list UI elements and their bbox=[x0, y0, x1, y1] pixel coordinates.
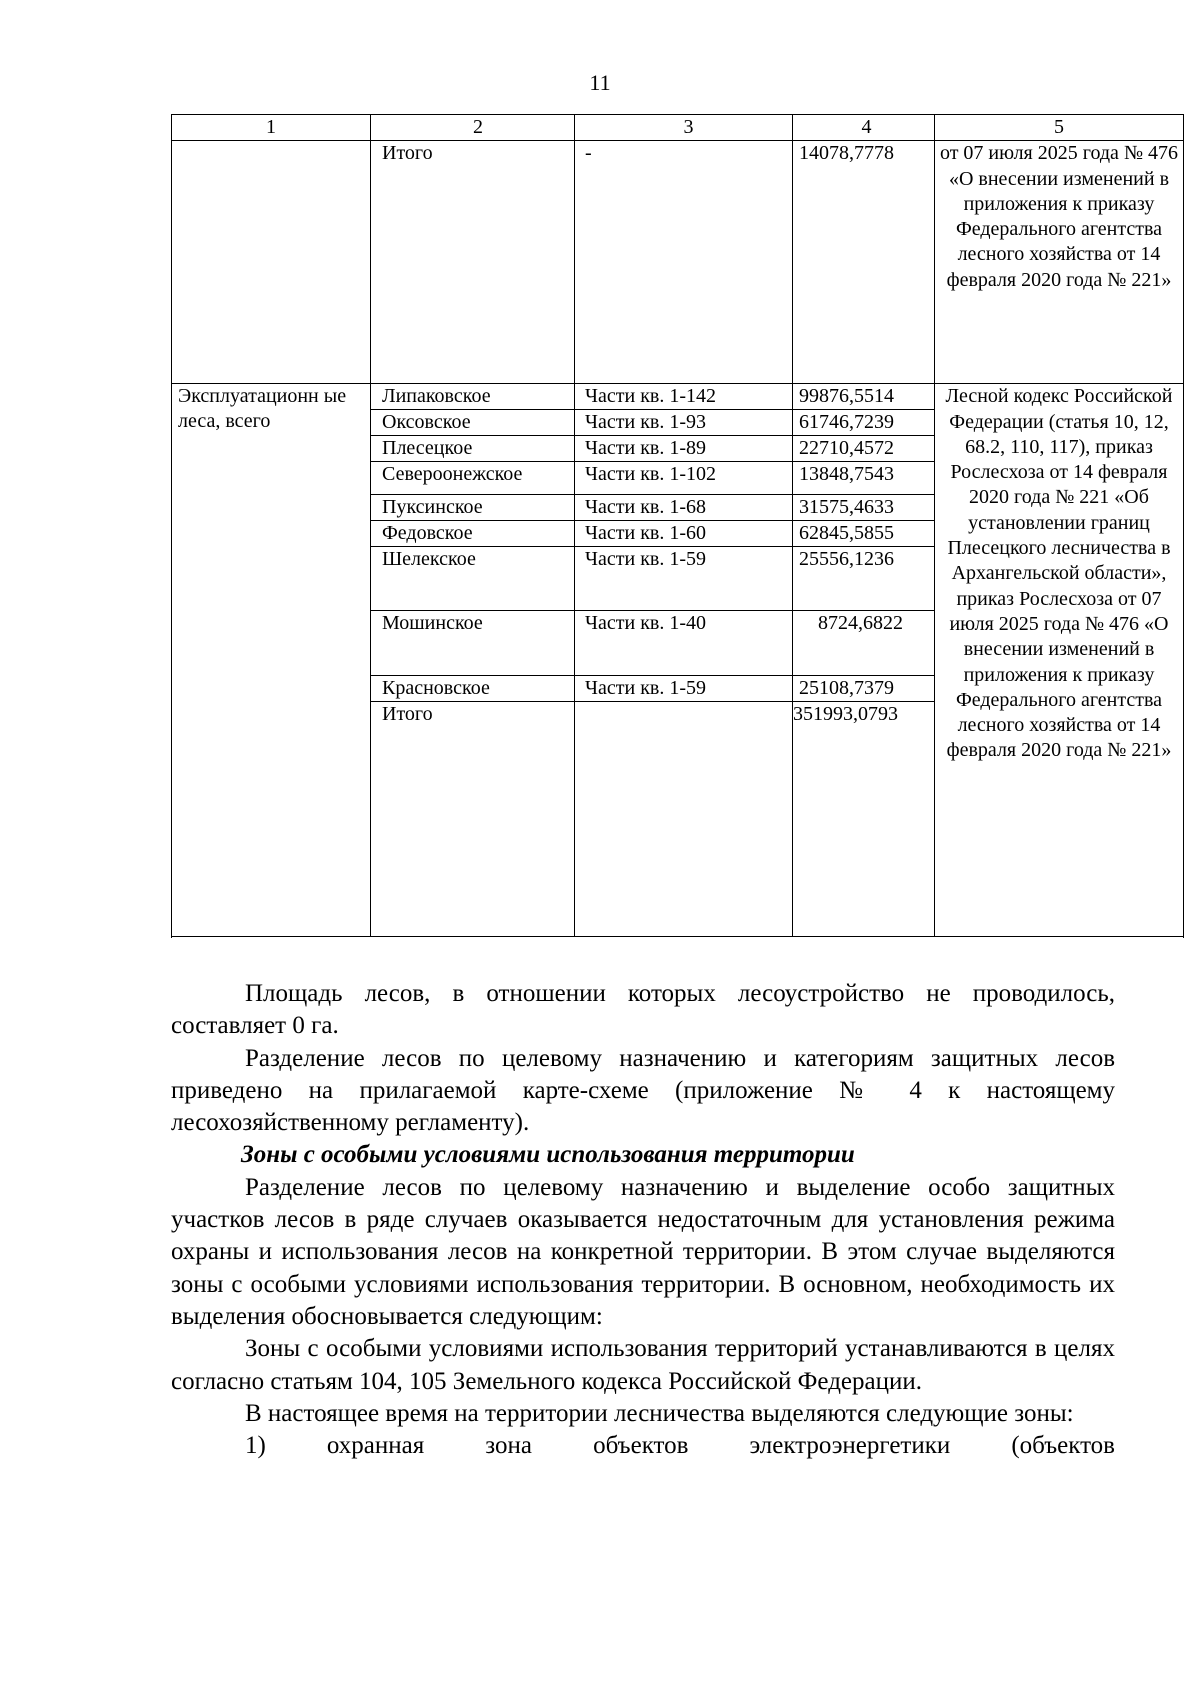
legal-document-cell: от 07 июля 2025 года № 476 «О внесении изменений в приложения к приказу Федерального агентства лесного хозяйства от 14 февраля 2020 года № 221» bbox=[935, 141, 1184, 384]
parts-cell: Части кв. 1-142 bbox=[575, 384, 793, 410]
forestry-name-cell: Федовское bbox=[371, 521, 575, 547]
parts-cell: Части кв. 1-59 bbox=[575, 676, 793, 702]
parts-cell: Части кв. 1-40 bbox=[575, 611, 793, 676]
area-cell: 61746,7239 bbox=[793, 410, 935, 436]
category-cell: Эксплуатационн ые леса, всего bbox=[172, 384, 371, 937]
parts-cell bbox=[575, 702, 793, 937]
paragraph: Площадь лесов, в отношении которых лесоустройство не проводилось, составляет 0 га. bbox=[171, 980, 1115, 1040]
area-cell: 14078,7778 bbox=[793, 141, 935, 384]
forestry-name-cell: Оксовское bbox=[371, 410, 575, 436]
body-text bbox=[171, 978, 1115, 1462]
forestry-name-cell: Итого bbox=[371, 702, 575, 937]
area-cell: 13848,7543 bbox=[793, 462, 935, 495]
regulation-table bbox=[171, 114, 1184, 937]
table-row bbox=[172, 384, 1184, 410]
header-col-1: 1 bbox=[172, 115, 371, 141]
parts-cell: Части кв. 1-102 bbox=[575, 462, 793, 495]
forestry-name-cell: Красновское bbox=[371, 676, 575, 702]
forestry-name-cell: Шелекское bbox=[371, 547, 575, 611]
legal-document-cell: Лесной кодекс Российской Федерации (статья 10, 12, 68.2, 110, 117), приказ Рослесхоза от 14 февраля 2020 года № 221 «Об установлении границ Плесецкого лесничества в Архангельской области», приказ Рослесхоза от 07 июля 2025 года № 476 «О внесении изменений в приложения к приказу Федерального агентства лесного хозяйства от 14 февраля 2020 года № 221» bbox=[935, 384, 1184, 937]
paragraph: Разделение лесов по целевому назначению и категориям защитных лесов приведено на прилагаемой карте-схеме (приложение № 4 к настоящему лесохозяйственному регламенту). bbox=[171, 1044, 1115, 1137]
table-row bbox=[172, 141, 1184, 384]
parts-cell: Части кв. 1-89 bbox=[575, 436, 793, 462]
table-header-row bbox=[172, 115, 1184, 141]
forestry-name-cell: Мошинское bbox=[371, 611, 575, 676]
forestry-name-cell: Пуксинское bbox=[371, 495, 575, 521]
forestry-name-cell: Плесецкое bbox=[371, 436, 575, 462]
category-cell bbox=[172, 141, 371, 384]
parts-cell: Части кв. 1-68 bbox=[575, 495, 793, 521]
area-cell: 99876,5514 bbox=[793, 384, 935, 410]
area-cell: 31575,4633 bbox=[793, 495, 935, 521]
header-col-4: 4 bbox=[793, 115, 935, 141]
forestry-name-cell: Итого bbox=[371, 141, 575, 384]
paragraph: Зоны с особыми условиями использования территорий устанавливаются в целях согласно статьям 104, 105 Земельного кодекса Российской Федерации. bbox=[171, 1335, 1115, 1395]
area-cell: 25556,1236 bbox=[793, 547, 935, 611]
area-cell: 351993,0793 bbox=[793, 702, 935, 937]
area-cell: 62845,5855 bbox=[793, 521, 935, 547]
paragraph: Разделение лесов по целевому назначению и выделение особо защитных участков лесов в ряде случаев оказывается недостаточным для установления режима охраны и использования лесов на конкретной территории. В этом случае выделяются зоны с особыми условиями использования территории. В основном, необходимость их выделения обосновывается следующим: bbox=[171, 1173, 1115, 1330]
parts-cell: Части кв. 1-93 bbox=[575, 410, 793, 436]
forestry-name-cell: Липаковское bbox=[371, 384, 575, 410]
parts-cell: - bbox=[575, 141, 793, 384]
header-col-5: 5 bbox=[935, 115, 1184, 141]
forestry-name-cell: Североонежское bbox=[371, 462, 575, 495]
area-cell: 8724,6822 bbox=[793, 611, 935, 676]
paragraph: В настоящее время на территории лесничества выделяются следующие зоны: bbox=[245, 1399, 1074, 1427]
list-item: 1) охранная зона объектов электроэнергетики (объектов bbox=[245, 1432, 1115, 1460]
header-col-3: 3 bbox=[575, 115, 793, 141]
parts-cell: Части кв. 1-59 bbox=[575, 547, 793, 611]
section-heading: Зоны с особыми условиями использования территории bbox=[241, 1141, 855, 1169]
page-number: 11 bbox=[589, 70, 611, 95]
parts-cell: Части кв. 1-60 bbox=[575, 521, 793, 547]
area-cell: 22710,4572 bbox=[793, 436, 935, 462]
header-col-2: 2 bbox=[371, 115, 575, 141]
area-cell: 25108,7379 bbox=[793, 676, 935, 702]
